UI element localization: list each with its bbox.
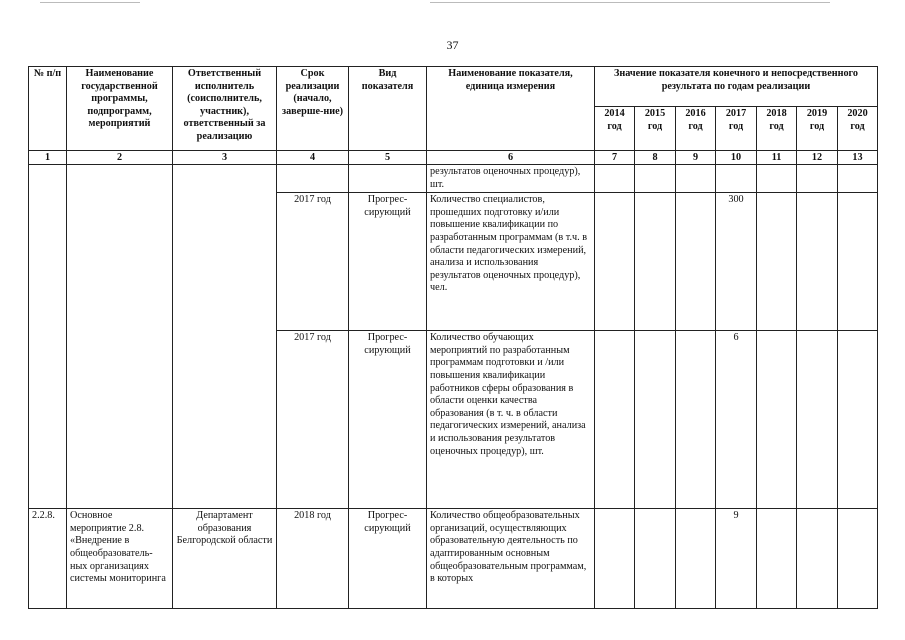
top-scan-line-left — [40, 2, 140, 3]
row-num: 2.2.8. — [29, 509, 67, 609]
column-number: 13 — [838, 151, 878, 165]
page-number: 37 — [446, 38, 459, 52]
column-number: 11 — [757, 151, 797, 165]
row-term: 2018 год — [277, 509, 349, 609]
value-2017 — [716, 165, 757, 193]
header-executor: Ответственный исполнитель (соисполнитель, участник), ответственный за реализацию — [173, 67, 277, 151]
value-2020 — [838, 509, 878, 609]
column-number: 2 — [67, 151, 173, 165]
value-2016 — [676, 165, 716, 193]
value-2015 — [635, 165, 676, 193]
value-2017: 6 — [716, 331, 757, 509]
row-indicator-name: Количество обучающих мероприятий по разработанным программам подготовки и /или повышения квалификации работников сферы образования в области оценки качества образования (в т. ч. в области педагогических измерений, анализа и использования результатов оценочных процедур), шт. — [427, 331, 595, 509]
year-2014: 2014 год — [595, 107, 635, 151]
value-2018 — [757, 165, 797, 193]
row-indicator-name: результатов оценочных процедур), шт. — [427, 165, 595, 193]
row-executor: Департамент образования Белгородской области — [173, 509, 277, 609]
year-2016: 2016 год — [676, 107, 716, 151]
column-number: 12 — [797, 151, 838, 165]
row-indicator-kind: Прогрес-сирующий — [349, 331, 427, 509]
year-2020: 2020 год — [838, 107, 878, 151]
value-2014 — [595, 165, 635, 193]
value-2020 — [838, 331, 878, 509]
value-2014 — [595, 331, 635, 509]
year-2015: 2015 год — [635, 107, 676, 151]
row-indicator-kind — [349, 165, 427, 193]
value-2016 — [676, 331, 716, 509]
row-executor — [173, 165, 277, 509]
header-term: Срок реализации (начало, заверше-ние) — [277, 67, 349, 151]
header-values-group: Значение показателя конечного и непосредственного результата по годам реализации — [595, 67, 878, 107]
value-2014 — [595, 193, 635, 331]
value-2014 — [595, 509, 635, 609]
row-indicator-kind: Прогрес-сирующий — [349, 509, 427, 609]
column-number: 9 — [676, 151, 716, 165]
header-indicator-name: Наименование показателя, единица измерения — [427, 67, 595, 151]
value-2018 — [757, 331, 797, 509]
top-scan-line-right — [430, 2, 830, 3]
year-2018: 2018 год — [757, 107, 797, 151]
indicators-table — [28, 66, 878, 609]
value-2017: 300 — [716, 193, 757, 331]
column-number: 3 — [173, 151, 277, 165]
row-indicator-name: Количество специалистов, прошедших подготовку и/или повышение квалификации по разработанным программам (в т.ч. в области педагогических измерений, анализа и использования результатов оценочных процедур), чел. — [427, 193, 595, 331]
value-2019 — [797, 193, 838, 331]
year-2019: 2019 год — [797, 107, 838, 151]
header-program-name: Наименование государственной программы, подпрограмм, мероприятий — [67, 67, 173, 151]
column-number: 1 — [29, 151, 67, 165]
header-indicator-kind: Вид показателя — [349, 67, 427, 151]
value-2018 — [757, 193, 797, 331]
row-term: 2017 год — [277, 331, 349, 509]
value-2015 — [635, 331, 676, 509]
value-2015 — [635, 193, 676, 331]
column-number: 10 — [716, 151, 757, 165]
value-2016 — [676, 509, 716, 609]
header-row — [29, 67, 878, 107]
value-2020 — [838, 165, 878, 193]
row-term: 2017 год — [277, 193, 349, 331]
header-num: № п/п — [29, 67, 67, 151]
value-2017: 9 — [716, 509, 757, 609]
value-2018 — [757, 509, 797, 609]
value-2016 — [676, 193, 716, 331]
column-numbers-row — [29, 151, 878, 165]
row-term — [277, 165, 349, 193]
value-2019 — [797, 331, 838, 509]
row-program-name: Основное мероприятие 2.8. «Внедрение в общеобразователь-ных организациях системы мониторинга — [67, 509, 173, 609]
value-2020 — [838, 193, 878, 331]
table-row — [29, 509, 878, 609]
column-number: 7 — [595, 151, 635, 165]
value-2015 — [635, 509, 676, 609]
column-number: 8 — [635, 151, 676, 165]
row-indicator-name: Количество общеобразовательных организаций, осуществляющих образовательную деятельность по адаптированным основным общеобразовательным программам, в которых — [427, 509, 595, 609]
table-row — [29, 165, 878, 193]
row-num — [29, 165, 67, 509]
column-number: 6 — [427, 151, 595, 165]
year-2017: 2017 год — [716, 107, 757, 151]
column-number: 5 — [349, 151, 427, 165]
value-2019 — [797, 509, 838, 609]
row-program-name — [67, 165, 173, 509]
column-number: 4 — [277, 151, 349, 165]
row-indicator-kind: Прогрес-сирующий — [349, 193, 427, 331]
value-2019 — [797, 165, 838, 193]
